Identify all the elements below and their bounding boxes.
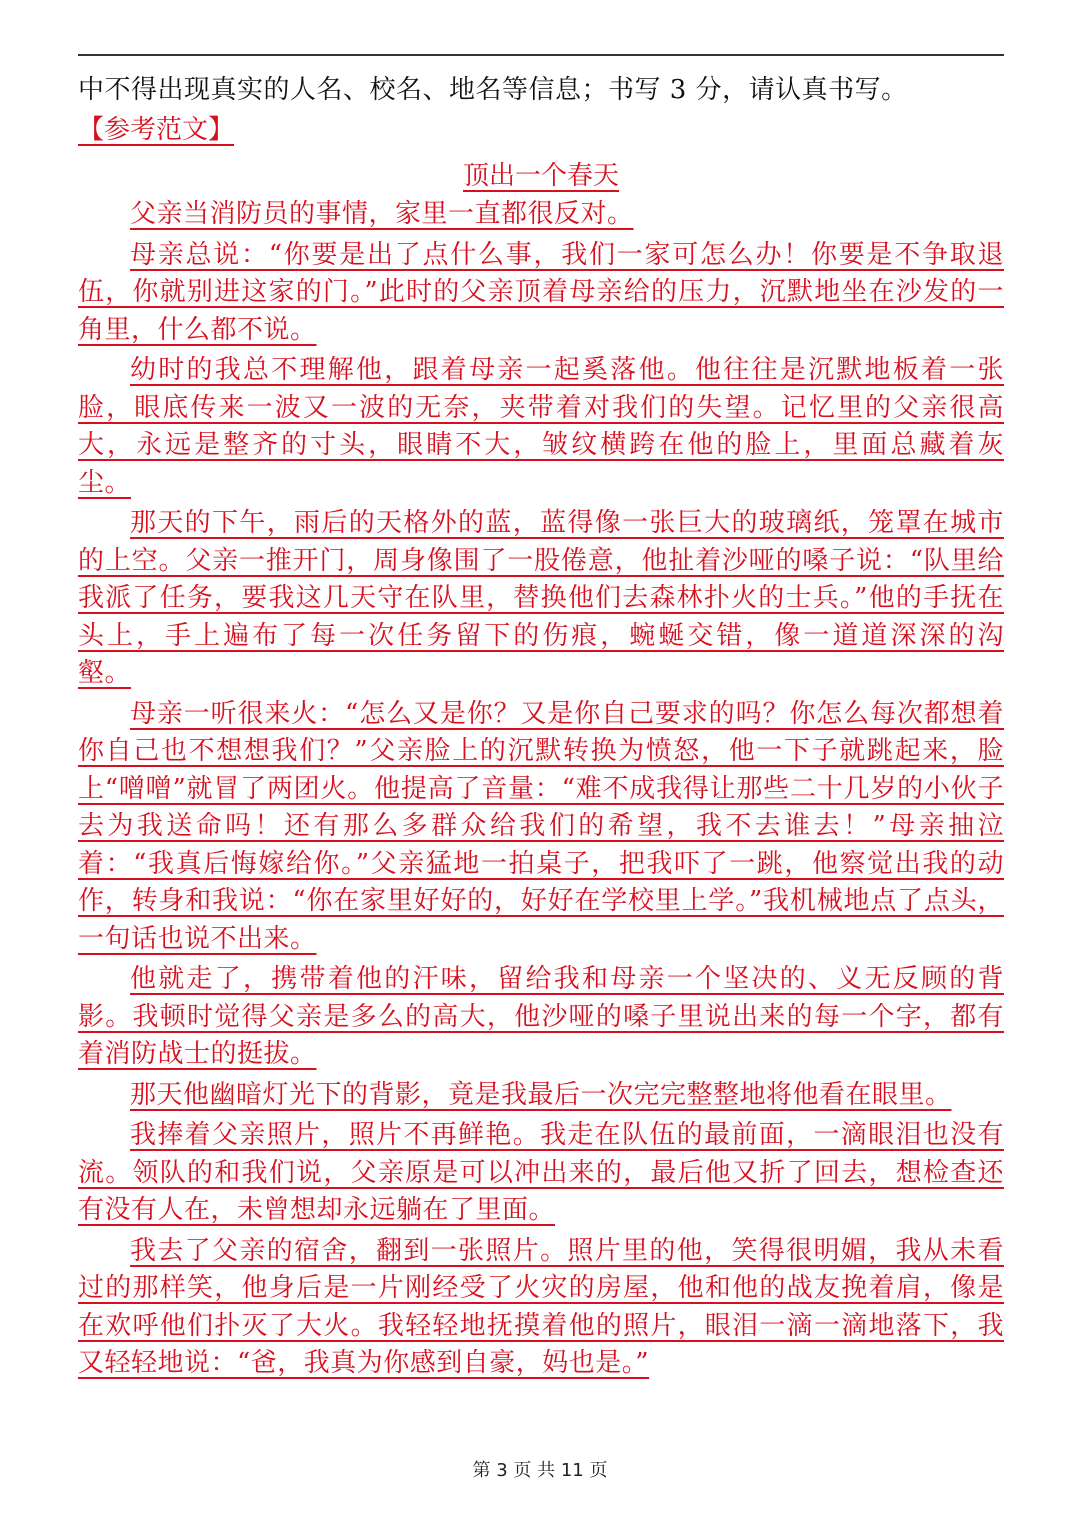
essay-paragraph xyxy=(78,1077,1004,1115)
paragraph-text: 母亲总说：“你要是出了点什么事，我们一家可怎么办！你要是不争取退伍，你就别进这家的门。”此时的父亲顶着母亲给的压力，沉默地坐在沙发的一角里，什么都不说。 xyxy=(78,239,1004,345)
essay-paragraph xyxy=(78,1233,1004,1383)
essay-title: 顶出一个春天 xyxy=(462,161,619,191)
paragraph-text: 我去了父亲的宿舍，翻到一张照片。照片里的他，笑得很明媚，我从未看过的那样笑，他身后是一片刚经受了火灾的房屋，他和他的战友挽着肩，像是在欢呼他们扑灭了大火。我轻轻地抚摸着他的照片，眼泪一滴一滴地落下，我又轻轻地说：“爸，我真为你感到自豪，妈也是。” xyxy=(78,1235,1004,1378)
essay-paragraph xyxy=(78,196,1004,234)
paragraph-text: 母亲一听很来火：“怎么又是你？又是你自己要求的吗？你怎么每次都想着你自己也不想想我们？”父亲脸上的沉默转换为愤怒，他一下子就跳起来，脸上“噌噌”就冒了两团火。他提高了音量：“难不成我得让那些二十几岁的小伙子去为我送命吗！还有那么多群众给我们的希望，我不去谁去！”母亲抽泣着：“我真后悔嫁给你。”父亲猛地一拍桌子，把我吓了一跳，他察觉出我的动作，转身和我说：“你在家里好好的，好好在学校里上学。”我机械地点了点头，一句话也说不出来。 xyxy=(78,698,1004,954)
page-content xyxy=(78,70,1004,1386)
page-number-footer: 第 3 页 共 11 页 xyxy=(472,1460,608,1481)
paragraph-text: 那天他幽暗灯光下的背影，竟是我最后一次完完整整地将他看在眼里。 xyxy=(130,1079,952,1110)
instruction-text: 中不得出现真实的人名、校名、地名等信息；书写 3 分，请认真书写。 xyxy=(78,75,908,105)
reference-heading-wrap xyxy=(78,110,1004,156)
paragraph-text: 父亲当消防员的事情，家里一直都很反对。 xyxy=(130,199,634,229)
essay-paragraph xyxy=(78,696,1004,959)
paragraph-text: 他就走了，携带着他的汗味，留给我和母亲一个坚决的、义无反顾的背影。我顿时觉得父亲是多么的高大，他沙哑的嗓子里说出来的每一个字，都有着消防战士的挺拔。 xyxy=(78,964,1004,1069)
header-rule xyxy=(78,54,1004,56)
essay-paragraph xyxy=(78,352,1004,502)
essay-paragraph xyxy=(78,237,1004,350)
essay-paragraph xyxy=(78,505,1004,693)
paragraph-text: 那天的下午，雨后的天格外的蓝，蓝得像一张巨大的玻璃纸，笼罩在城市的上空。父亲一推开门，周身像围了一股倦意，他扯着沙哑的嗓子说：“队里给我派了任务，要我这几天守在队里，替换他们去森林扑火的士兵。”他的手抚在头上，手上遍布了每一次任务留下的伤痕，蜿蜒交错，像一道道深深的沟壑。 xyxy=(78,508,1004,688)
essay-title-wrap xyxy=(78,156,1004,196)
essay-paragraph xyxy=(78,1117,1004,1230)
paragraph-text: 我捧着父亲照片，照片不再鲜艳。我走在队伍的最前面，一滴眼泪也没有流。领队的和我们说，父亲原是可以冲出来的，最后他又折了回去，想检查还有没有人在，未曾想却永远躺在了里面。 xyxy=(78,1120,1004,1225)
paragraph-text: 幼时的我总不理解他，跟着母亲一起奚落他。他往往是沉默地板着一张脸，眼底传来一波又一波的无奈，夹带着对我们的失望。记忆里的父亲很高大，永远是整齐的寸头，眼睛不大，皱纹横跨在他的脸上，里面总藏着灰尘。 xyxy=(78,355,1004,498)
reference-essay-heading: 【参考范文】 xyxy=(78,115,235,145)
essay-paragraph xyxy=(78,961,1004,1074)
